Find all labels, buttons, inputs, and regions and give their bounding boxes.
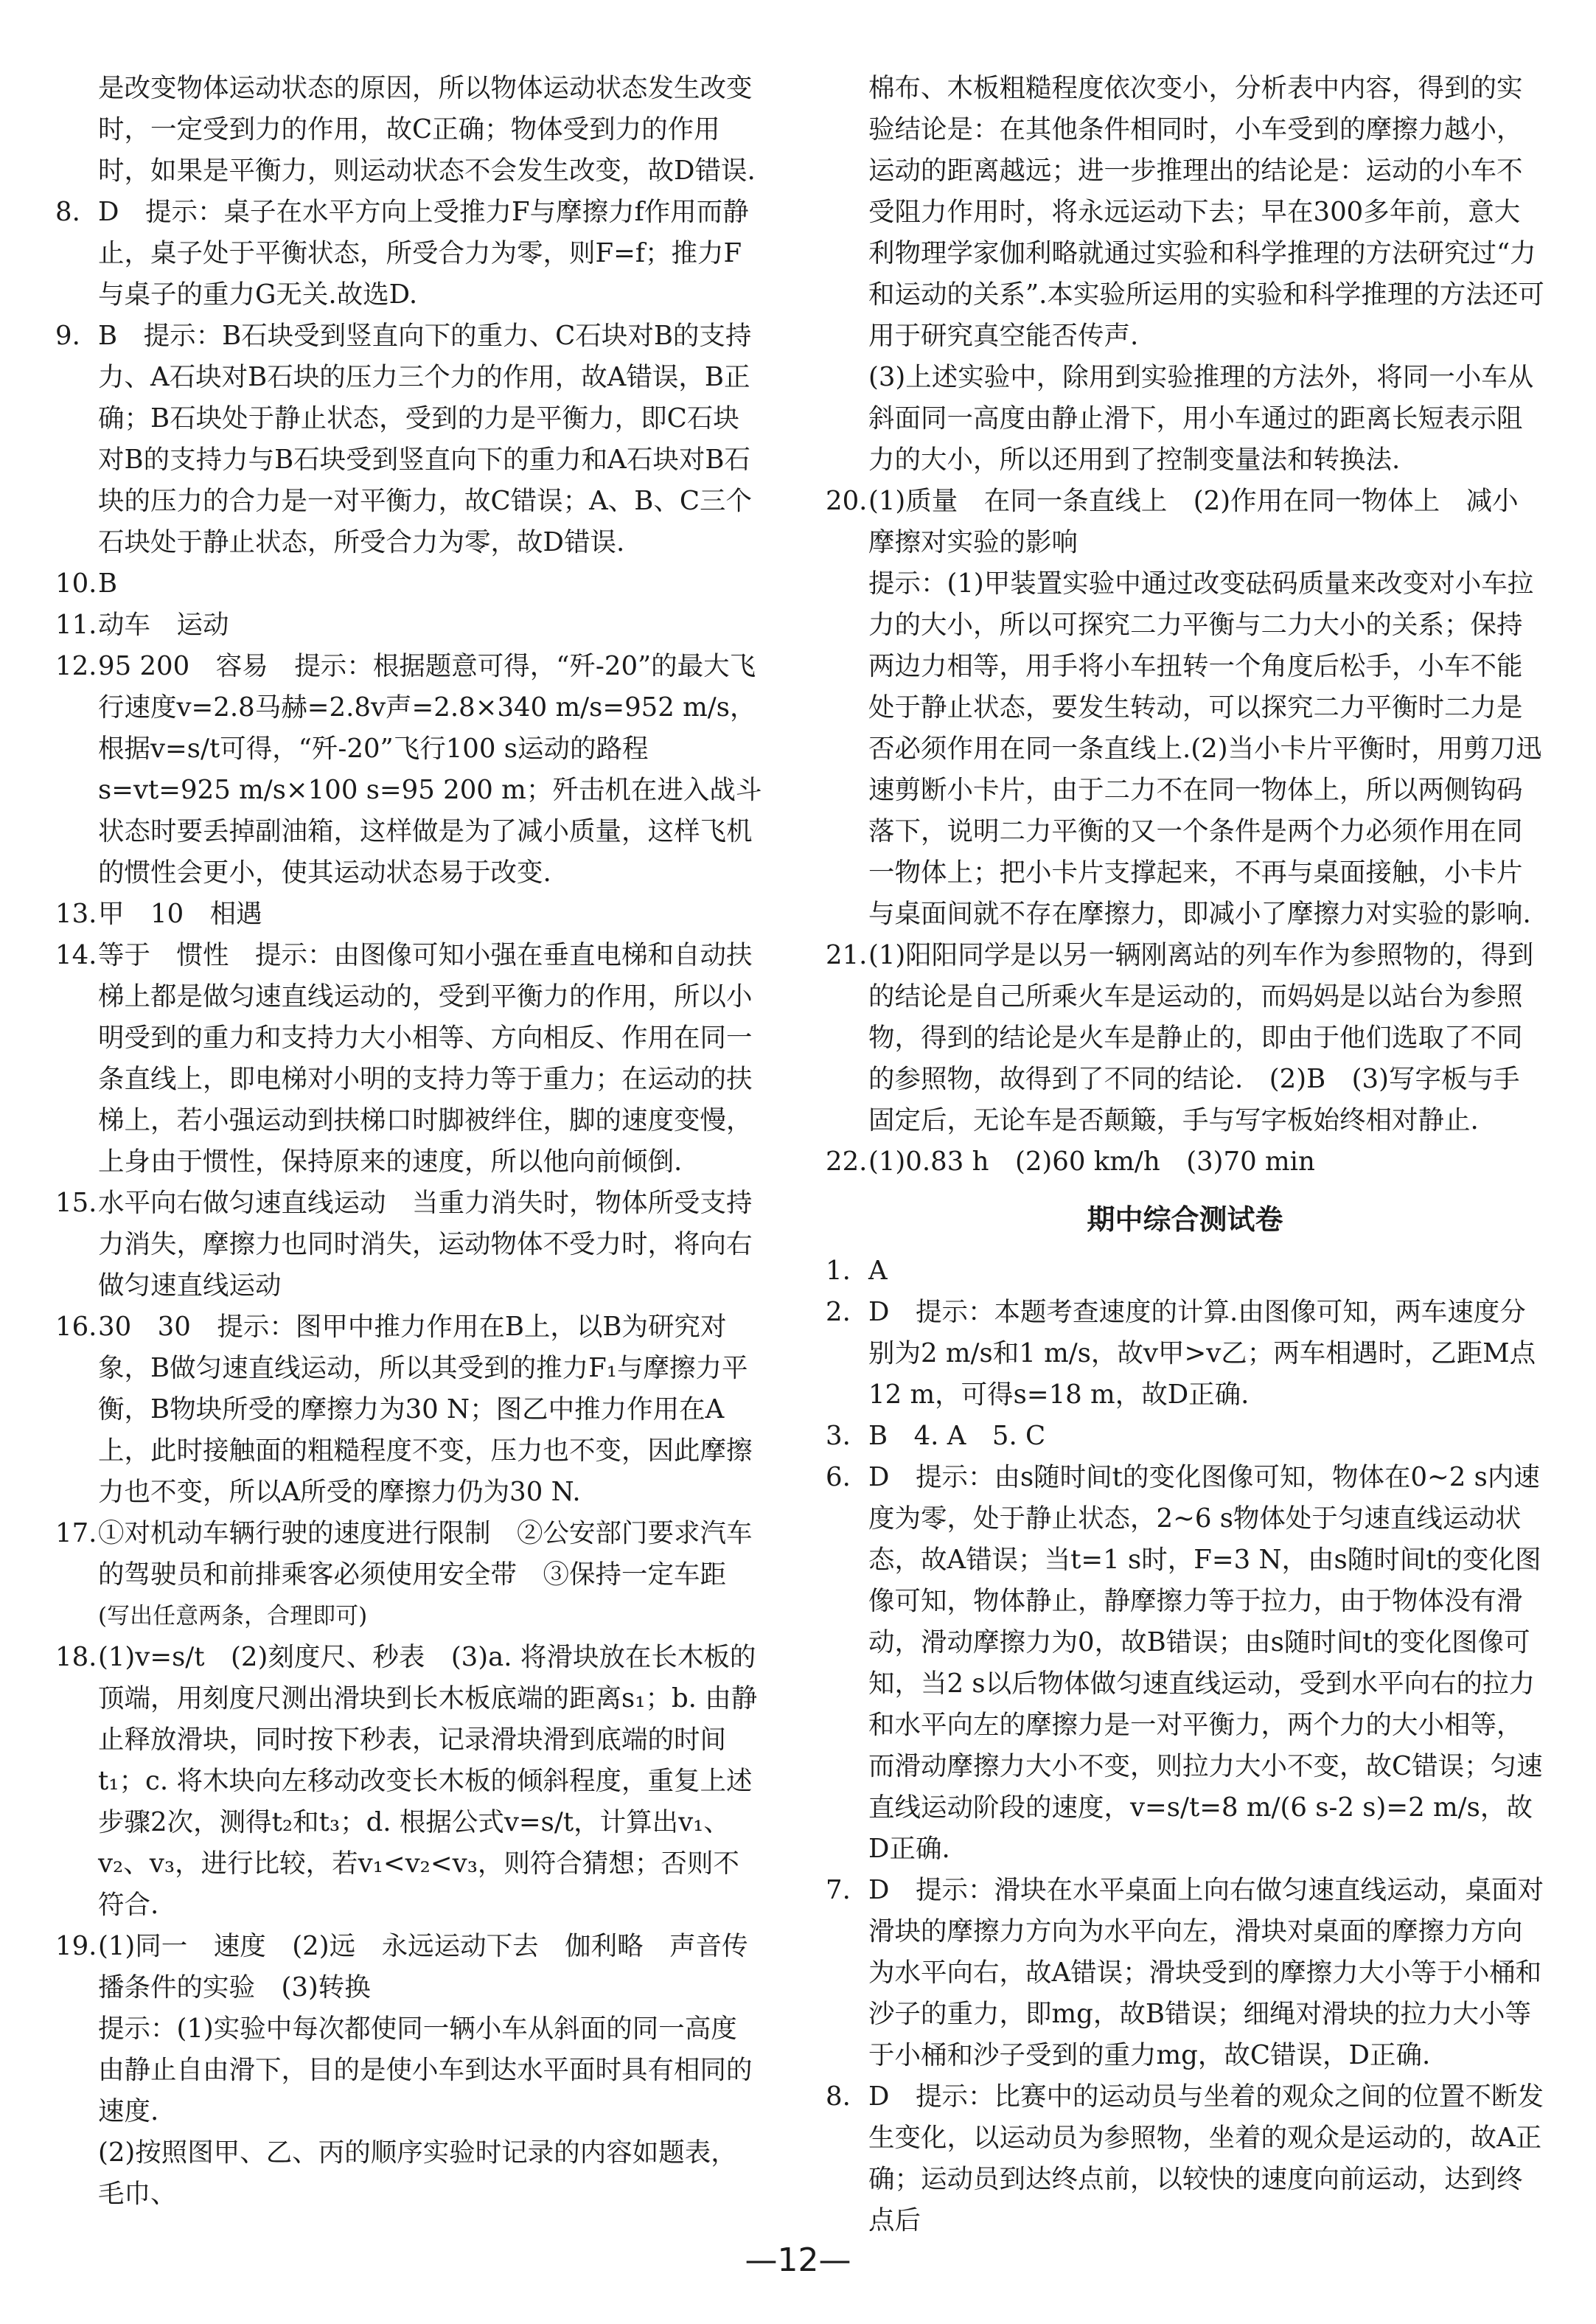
answer-item <box>826 481 1544 935</box>
answer-item <box>826 1141 1544 1183</box>
item-text: D 提示：桌子在水平方向上受推力F与摩擦力f作用而静止，桌子处于平衡状态，所受合力为零，则F=f；推力F与桌子的重力G无关.故选D. <box>98 197 749 310</box>
item-text: (1)同一 速度 (2)远 永远运动下去 伽利略 声音传播条件的实验 (3)转换 <box>98 1931 748 2003</box>
item-text: 30 30 提示：图甲中推力作用在B上，以B为研究对象，B做匀速直线运动，所以其受到的推力F₁与摩擦力平衡，B物块所受的摩擦力为30 N；图乙中推力作用在A上，此时接触面的粗糙程度不变，压力也不变，因此摩擦力也不变，所以A所受的摩擦力仍为30 N. <box>98 1312 753 1507</box>
page-number: —12— <box>745 2241 851 2279</box>
item-text: 95 200 容易 提示：根据题意可得，“歼-20”的最大飞行速度v=2.8马赫=2.8v声=2.8×340 m/s=952 m/s，根据v=s/t可得，“歼-20”飞行100 s运动的路程s=vt=925 m/s×100 s=95 200 m；歼击机在进入战斗状态时要丢掉副油箱，这样做是为了减小质量，这样飞机的惯性会更小，使其运动状态易于改变. <box>98 651 762 888</box>
answer-item <box>55 935 763 1183</box>
item-text: (1)v=s/t (2)刻度尺、秒表 (3)a. 将滑块放在长木板的顶端，用刻度尺测出滑块到长木板底端的距离s₁；b. 由静止释放滑块，同时按下秒表，记录滑块滑到底端的时间t₁；c. 将木块向左移动改变长木板的倾斜程度，重复上述步骤2次，测得t₂和t₃；d. 根据公式v=s/t，计算出v₁、v₂、v₃，进行比较，若v₁<v₂<v₃，则符合猜想；否则不符合. <box>98 1642 758 1920</box>
item-number: 9. <box>55 321 80 351</box>
item-number: 16. <box>55 1312 97 1342</box>
item-text: 动车 运动 <box>98 610 229 640</box>
item-text: D 提示：比赛中的运动员与坐着的观众之间的位置不断发生变化，以运动员为参照物，坐着的观众是运动的，故A正确；运动员到达终点前，以较快的速度向前运动，达到终点后 <box>868 2081 1544 2236</box>
answer-item <box>55 605 763 646</box>
item-text: B 提示：B石块受到竖直向下的重力、C石块对B的支持力、A石块对B石块的压力三个力的作用，故A错误，B正确；B石块处于静止状态，受到的力是平衡力，即C石块对B的支持力与B石块受到竖直向下的重力和A石块对B石块的压力的合力是一对平衡力，故C错误；A、B、C三个石块处于静止状态，所受合力为零，故D错误. <box>98 321 753 557</box>
answer-item <box>826 1416 1544 1457</box>
item-number: 20. <box>826 486 868 516</box>
item-text: ①对机动车辆行驶的速度进行限制 ②公安部门要求汽车的驾驶员和前排乘客必须使用安全带 ③保持一定车距 <box>98 1518 753 1590</box>
item-number: 2. <box>826 1297 851 1327</box>
answer-item <box>55 316 763 563</box>
item-text: B 4. A 5. C <box>868 1421 1046 1451</box>
left-column <box>55 68 763 2215</box>
answer-item <box>826 935 1544 1141</box>
item-text: D 提示：本题考查速度的计算.由图像可知，两车速度分别为2 m/s和1 m/s，故v甲>v乙；两车相遇时，乙距M点12 m，可得s=18 m，故D正确. <box>868 1297 1536 1410</box>
answer-item <box>55 1926 763 2215</box>
answer-item <box>55 1513 763 1637</box>
item-text: (1)阳阳同学是以另一辆刚离站的列车作为参照物的，得到的结论是自己所乘火车是运动的，而妈妈是以站台为参照物，得到的结论是火车是静止的，即由于他们选取了不同的参照物，故得到了不同的结论. (2)B (3)写字板与手固定后，无论车是否颠簸，手与写字板始终相对静止. <box>868 940 1534 1135</box>
item-text: D 提示：滑块在水平桌面上向右做匀速直线运动，桌面对滑块的摩擦力方向为水平向左，滑块对桌面的摩擦力方向为水平向右，故A错误；滑块受到的摩擦力大小等于小桶和沙子的重力，即mg，故B错误；细绳对滑块的拉力大小等于小桶和沙子受到的重力mg，故C错误，D正确. <box>868 1875 1544 2070</box>
answer-item <box>55 1307 763 1513</box>
item-note: (写出任意两条，合理即可) <box>98 1603 368 1629</box>
section-title: 期中综合测试卷 <box>1087 1203 1283 1236</box>
item-number: 13. <box>55 899 97 929</box>
item-text: (1)质量 在同一条直线上 (2)作用在同一物体上 减小摩擦对实验的影响 <box>868 486 1519 557</box>
item-hint: (2)按照图甲、乙、丙的顺序实验时记录的内容如题表，毛巾、 <box>98 2137 737 2209</box>
answer-item <box>55 646 763 894</box>
item-hint: 提示：(1)实验中每次都使同一辆小车从斜面的同一高度由静止自由滑下，目的是使小车到达水平面时具有相同的速度. <box>98 2014 753 2126</box>
item-text: 等于 惯性 提示：由图像可知小强在垂直电梯和自动扶梯上都是做匀速直线运动的，受到平衡力的作用，所以小明受到的重力和支持力大小相等、方向相反、作用在同一条直线上，即电梯对小明的支持力等于重力；在运动的扶梯上，若小强运动到扶梯口时脚被绊住，脚的速度变慢，上身由于惯性，保持原来的速度，所以他向前倾倒. <box>98 940 753 1177</box>
answer-item <box>826 1292 1544 1416</box>
item-text: B <box>98 568 118 599</box>
item-text: D 提示：由s随时间t的变化图像可知，物体在0~2 s内速度为零，处于静止状态，2~6 s物体处于匀速直线运动状态，故A错误；当t=1 s时，F=3 N，由s随时间t的变化图像可知，物体静止，静摩擦力等于拉力，由于物体没有滑动，滑动摩擦力为0，故B错误；由s随时间t的变化图像可知，当2 s以后物体做匀速直线运动，受到水平向右的拉力和水平向左的摩擦力是一对平衡力，两个力的大小相等，而滑动摩擦力大小不变，则拉力大小不变，故C错误；匀速直线运动阶段的速度，v=s/t=8 m/(6 s-2 s)=2 m/s，故D正确. <box>868 1462 1543 1864</box>
item-text: (1)0.83 h (2)60 km/h (3)70 min <box>868 1147 1315 1177</box>
item-number: 17. <box>55 1518 97 1548</box>
answer-item <box>826 1870 1544 2076</box>
item-number: 1. <box>826 1256 851 1286</box>
item-number: 3. <box>826 1421 851 1451</box>
answer-item <box>55 563 763 605</box>
answer-item <box>826 1250 1544 1292</box>
item-number: 15. <box>55 1188 97 1218</box>
item-text: 甲 10 相遇 <box>98 899 262 929</box>
item-number: 21. <box>826 940 868 970</box>
answer-item <box>55 192 763 316</box>
item-number: 18. <box>55 1642 97 1672</box>
answer-item <box>55 894 763 935</box>
answer-item <box>826 2076 1544 2241</box>
item-text: A <box>868 1256 888 1286</box>
item-hint: 提示：(1)甲装置实验中通过改变砝码质量来改变对小车拉力的大小，所以可探究二力平衡与二力大小的关系；保持两边力相等，用手将小车扭转一个角度后松手，小车不能处于静止状态，要发生转动，可以探究二力平衡时二力是否必须作用在同一条直线上.(2)当小卡片平衡时，用剪刀迅速剪断小卡片，由于二力不在同一物体上，所以两侧钩码落下，说明二力平衡的又一个条件是两个力必须作用在同一物体上；把小卡片支撑起来，不再与桌面接触，小卡片与桌面间就不存在摩擦力，即减小了摩擦力对实验的影响. <box>868 568 1542 929</box>
item-number: 10. <box>55 568 97 599</box>
answer-item <box>55 1637 763 1926</box>
item-number: 6. <box>826 1462 851 1492</box>
continued-answer: 棉布、木板粗糙程度依次变小，分析表中内容，得到的实验结论是：在其他条件相同时，小车受到的摩擦力越小，运动的距离越远；进一步推理出的结论是：运动的小车不受阻力作用时，将永远运动下去；早在300多年前，意大利物理学家伽利略就通过实验和科学推理的方法研究过“力和运动的关系”.本实验所运用的实验和科学推理的方法还可用于研究真空能否传声. <box>868 73 1544 351</box>
continued-answer: 是改变物体运动状态的原因，所以物体运动状态发生改变时，一定受到力的作用，故C正确；物体受到力的作用时，如果是平衡力，则运动状态不会发生改变，故D错误. <box>98 73 756 186</box>
item-number: 19. <box>55 1931 97 1961</box>
right-column <box>826 68 1544 2241</box>
item-number: 8. <box>55 197 80 227</box>
item-number: 11. <box>55 610 97 640</box>
item-text: 水平向右做匀速直线运动 当重力消失时，物体所受支持力消失，摩擦力也同时消失，运动物体不受力时，将向右做匀速直线运动 <box>98 1188 753 1301</box>
item-number: 22. <box>826 1147 868 1177</box>
item-number: 8. <box>826 2081 851 2112</box>
item-number: 12. <box>55 651 97 681</box>
item-number: 14. <box>55 940 97 970</box>
answer-item <box>826 1457 1544 1870</box>
answer-item <box>55 1183 763 1307</box>
continued-answer: (3)上述实验中，除用到实验推理的方法外，将同一小车从斜面同一高度由静止滑下，用小车通过的距离长短表示阻力的大小，所以还用到了控制变量法和转换法. <box>868 362 1534 475</box>
item-number: 7. <box>826 1875 851 1905</box>
